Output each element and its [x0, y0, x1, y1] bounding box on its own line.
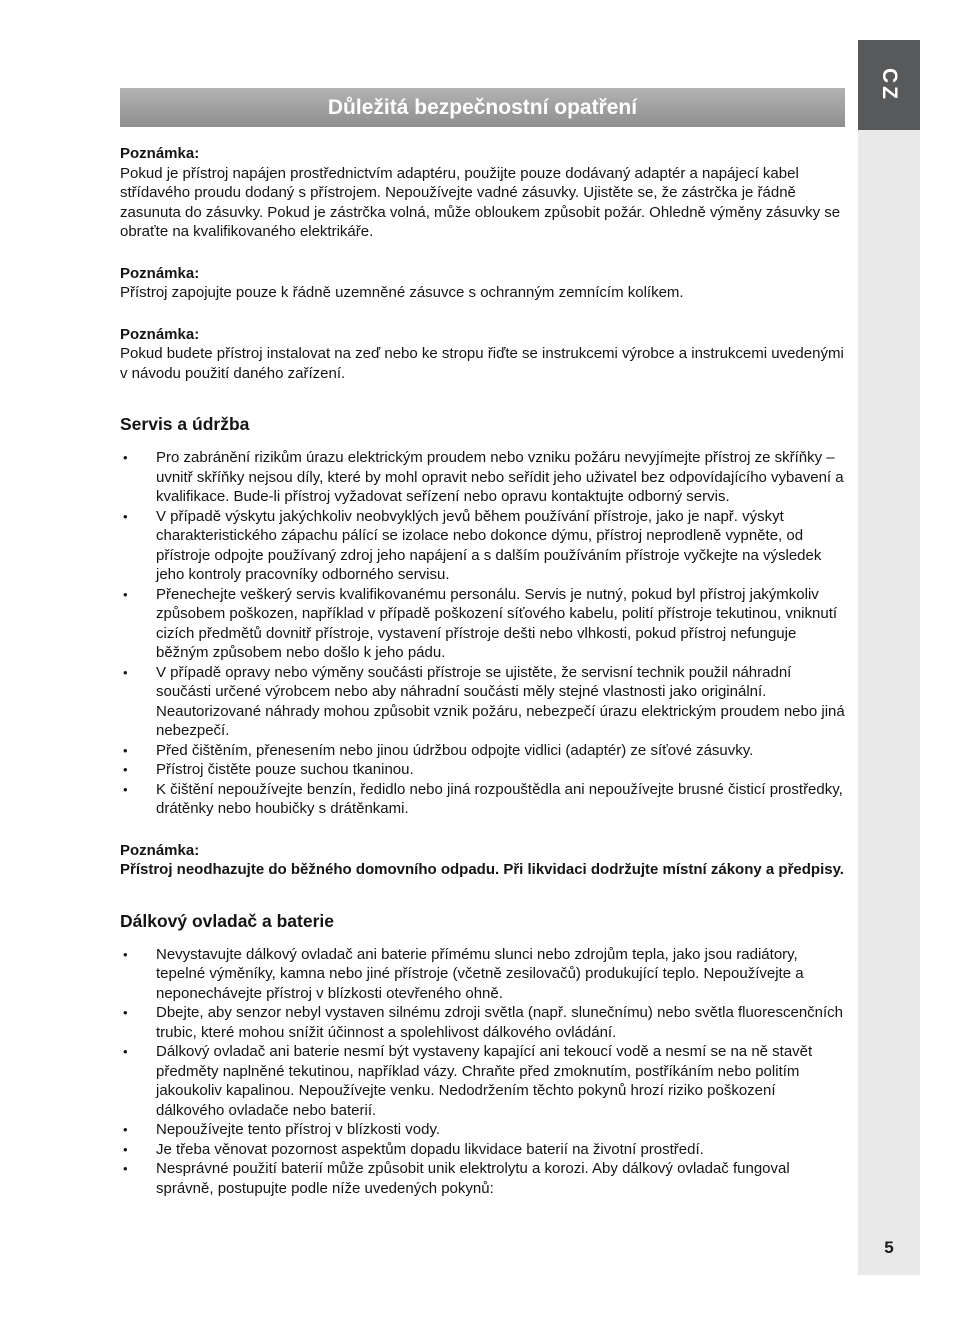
page-number: 5	[884, 1238, 894, 1257]
note-block	[120, 841, 845, 880]
note-body: Přístroj neodhazujte do běžného domovního odpadu. Při likvidaci dodržujte místní zákony a předpisy.	[120, 861, 844, 878]
bullet-text: K čištění nepoužívejte benzín, ředidlo nebo jiná rozpouštědla ani nepoužívejte brusné čisticí prostředky, drátěnky nebo houbičky s drátěnkami.	[156, 780, 843, 817]
bullet-text: Je třeba věnovat pozornost aspektům dopadu likvidace baterií na životní prostředí.	[156, 1140, 704, 1158]
bullet-text: Dbejte, aby senzor nebyl vystaven silnému zdroji světla (např. slunečnímu) nebo světla fluorescenčních trubic, které mohou snížit účinnost a spolehlivost dálkového ovládání.	[156, 1004, 844, 1041]
note-block	[120, 325, 845, 384]
note-block	[120, 144, 845, 242]
list-item	[120, 760, 845, 780]
list-item	[120, 780, 845, 819]
bullet-text: Nevystavujte dálkový ovladač ani baterie přímému slunci nebo zdrojům tepla, jako jsou radiátory, tepelné výměníky, kamna nebo jiné přístroje (včetně zesilovačů) produkující teplo. Nepoužívejte a neponechávejte přístroj v blízkosti otevřeného ohně.	[156, 945, 804, 1002]
note-label: Poznámka:	[120, 325, 200, 343]
bullet-text: V případě výskytu jakýchkoliv neobvyklých jevů během používání přístroje, jako je např. výskyt charakteristického zápachu pálící se izolace nebo dokonce dýmu, přístroj neprodleně vypněte, od přístroje odpojte používaný zdroj jeho napájení a s dalším používáním přístroje vyčkejte na výsledek jeho kontroly pracovníky odborného servisu.	[156, 507, 822, 583]
page-title: Důležitá bezpečnostní opatření	[327, 95, 638, 119]
side-strip	[858, 40, 920, 1275]
note-body: Pokud je přístroj napájen prostřednictvím adaptéru, použijte pouze dodávaný adaptér a napájecí kabel střídavého proudu dodaný s přístrojem. Nepoužívejte vadné zásuvky. Ujistěte se, že zástrčka je řádně zasunuta do zásuvky. Pokud je zástrčka volná, může obloukem způsobit požár. Ohledně výměny zásuvky se obraťte na kvalifikovaného elektrikáře.	[120, 164, 841, 240]
list-item	[120, 663, 845, 741]
list-item	[120, 507, 845, 585]
note-body: Přístroj zapojujte pouze k řádně uzemněné zásuvce s ochranným zemnícím kolíkem.	[120, 284, 684, 301]
bullet-text: Dálkový ovladač ani baterie nesmí být vystaveny kapající ani tekoucí vodě a nesmí se na ně stavět předměty naplněné tekutinou, například vázy. Chraňte před zmoknutím, postříkáním nebo politím jakoukoliv kapalinou. Nepoužívejte venku. Nedodržením těchto pokynů hrozí riziko poškození dálkového ovladače nebo baterií.	[156, 1043, 813, 1119]
list-item	[120, 1003, 845, 1042]
language-tab	[858, 40, 920, 130]
note-label: Poznámka:	[120, 264, 200, 282]
header-bar	[120, 88, 845, 127]
list-item	[120, 1120, 845, 1140]
section-heading-service: Servis a údržba	[120, 414, 250, 434]
list-item	[120, 1159, 845, 1198]
language-tab-label: CZ	[878, 68, 901, 102]
list-item	[120, 448, 845, 507]
bullet-text: Nepoužívejte tento přístroj v blízkosti vody.	[156, 1121, 441, 1138]
bullet-text: V případě opravy nebo výměny součásti přístroje se ujistěte, že servisní technik použil náhradní součásti určené výrobcem nebo aby náhradní součásti měly stejné vlastnosti jako originální. Neautorizované náhrady mohou způsobit vznik požáru, nebezpečí úrazu elektrickým proudem nebo jiná nebezpečí.	[156, 663, 845, 739]
list-item	[120, 1042, 845, 1120]
bullet-text: Přenechejte veškerý servis kvalifikovanému personálu. Servis je nutný, pokud byl přístroj jakýmkoliv způsobem poškozen, například v případě poškození síťového kabelu, polití přístroje tekutinou, vniknutí cizích předmětů dovnitř přístroje, vystavení přístroje dešti nebo vlhkosti, pokud přístroj nefunguje běžným způsobem nebo došlo k jeho pádu.	[156, 585, 838, 661]
service-bullet-list	[120, 448, 845, 819]
page-content	[120, 88, 845, 1198]
bullet-text: Pro zabránění rizikům úrazu elektrickým proudem nebo vzniku požáru nevyjímejte přístroj ze skříňky – uvnitř skříňky nejsou díly, které by mohl opravit nebo seřídit jeho uživatel bez odpovídajícího vybavení a kvalifikace. Bude-li přístroj vyžadovat seřízení nebo opravu kontaktujte odborný servis.	[156, 449, 844, 505]
bullet-text: Před čištěním, přenesením nebo jinou údržbou odpojte vidlici (adaptér) ze síťové zásuvky.	[156, 741, 754, 759]
list-item	[120, 1140, 845, 1160]
bullet-text: Nesprávné použití baterií může způsobit unik elektrolytu a korozi. Aby dálkový ovladač fungoval správně, postupujte podle níže uvedených pokynů:	[156, 1160, 790, 1197]
list-item	[120, 585, 845, 663]
remote-bullet-list	[120, 945, 845, 1199]
note-label: Poznámka:	[120, 841, 200, 859]
list-item	[120, 945, 845, 1004]
note-block	[120, 264, 845, 303]
section-heading-remote: Dálkový ovladač a baterie	[120, 910, 334, 931]
note-body: Pokud budete přístroj instalovat na zeď nebo ke stropu řiďte se instrukcemi výrobce a instrukcemi uvedenými v návodu použití daného zařízení.	[120, 345, 844, 382]
list-item	[120, 741, 845, 761]
note-label: Poznámka:	[120, 145, 200, 162]
bullet-text: Přístroj čistěte pouze suchou tkaninou.	[156, 761, 414, 778]
